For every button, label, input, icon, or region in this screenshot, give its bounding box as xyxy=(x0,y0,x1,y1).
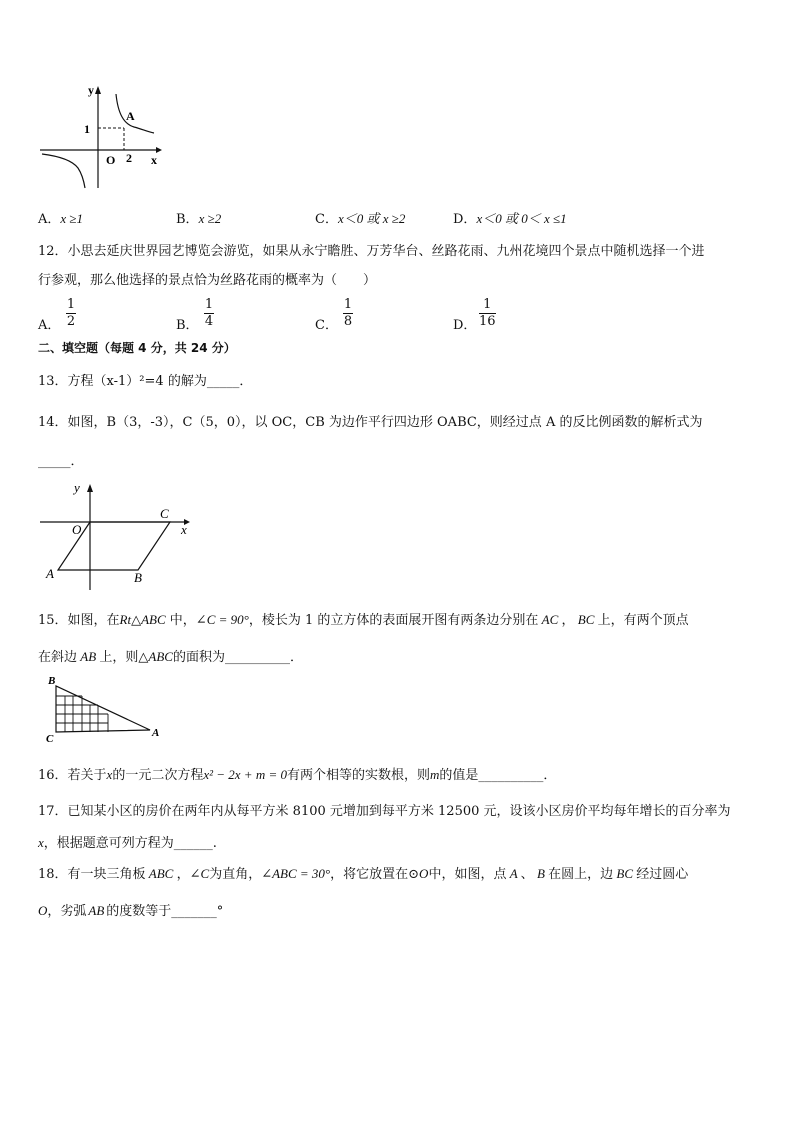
graph2-o-label: O xyxy=(72,522,82,537)
q11-option-b: B．x ≥2 xyxy=(176,211,222,227)
graph2-x-label: x xyxy=(181,522,187,537)
section-heading: 二、填空题（每题 4 分，共 24 分） xyxy=(38,341,236,355)
graph1-origin-label: O xyxy=(106,153,116,167)
graph2-y-label: y xyxy=(74,480,80,495)
q15-line2: 在斜边 AB 上，则△ABC的面积为__________． xyxy=(38,649,303,665)
triangle-cube-net-figure xyxy=(40,674,170,744)
graph2-a-label: A xyxy=(46,566,54,581)
q17-line1: 17．已知某小区的房价在两年内从每平方米 8100 元增加到每平方米 12500 元，设该小区房价平均每年增长的百分率为 xyxy=(38,804,731,819)
q18-line1: 18．有一块三角板 ABC ，∠C为直角，∠ABC = 30°，将它放置在⊙O中，如图，点 A 、 B 在圆上，边 BC 经过圆心 xyxy=(38,866,689,882)
arc-ab: AB xyxy=(88,903,105,918)
q12-line1: 12．小思去延庆世界园艺博览会游览，如果从永宁瞻胜、万芳华台、丝路花雨、九州花境四个景点中随机选择一个进 xyxy=(38,244,705,259)
q15-line1: 15．如图，在Rt△ABC 中，∠C = 90°，棱长为 1 的立方体的表面展开图有两条边分别在 AC ， BC 上，有两个顶点 xyxy=(38,612,689,628)
tri-b-label: B xyxy=(48,675,56,687)
q11-option-a: A．x ≥1 xyxy=(38,211,84,227)
q12-option-a: A． 1 2 xyxy=(38,297,76,333)
q18-line2: O，劣弧 AB 的度数等于_______° xyxy=(38,903,224,919)
parallelogram-graph xyxy=(38,478,198,594)
q12-option-d: D． 1 16 xyxy=(453,297,496,333)
q14-line1: 14．如图，B（3，-3），C（5，0），以 OC，CB 为边作平行四边形 OABC，则经过点 A 的反比例函数的解析式为 xyxy=(38,415,703,430)
graph1-y-label: y xyxy=(88,83,94,97)
q14-line2: _____． xyxy=(38,454,84,469)
graph1-a-label: A xyxy=(126,109,135,123)
q13-text: 13．方程（x-1）²=4 的解为_____． xyxy=(38,374,253,389)
hyperbola-branch-left xyxy=(42,154,85,188)
q11-option-d: D．x＜0 或 0＜ x ≤1 xyxy=(453,211,567,227)
y-arrow xyxy=(95,86,101,94)
q17-line2: x，根据题意可列方程为______. xyxy=(38,835,217,851)
hyperbola-graph xyxy=(38,80,168,192)
triangle-abc xyxy=(56,686,150,732)
tri-c-label: C xyxy=(46,733,54,744)
q12-line2: 行参观，那么他选择的景点恰为丝路花雨的概率为（ ） xyxy=(38,273,377,288)
q16-text: 16．若关于x的一元二次方程x² − 2x + m = 0有两个相等的实数根，则m的值是__________． xyxy=(38,767,557,783)
q11-option-c: C．x＜0 或 x ≥2 xyxy=(315,211,406,227)
cube-net xyxy=(56,696,108,732)
graph1-one-label: 1 xyxy=(84,122,90,136)
tri-a-label: A xyxy=(152,727,160,739)
graph2-c-label: C xyxy=(160,506,169,521)
y-arrow xyxy=(87,484,93,492)
q12-option-b: B． 1 4 xyxy=(176,297,214,333)
graph2-b-label: B xyxy=(134,570,142,585)
hyperbola-branch-right xyxy=(116,94,154,133)
graph1-x-label: x xyxy=(151,153,157,167)
graph1-two-label: 2 xyxy=(126,151,132,165)
q12-option-c: C． 1 8 xyxy=(315,297,353,333)
